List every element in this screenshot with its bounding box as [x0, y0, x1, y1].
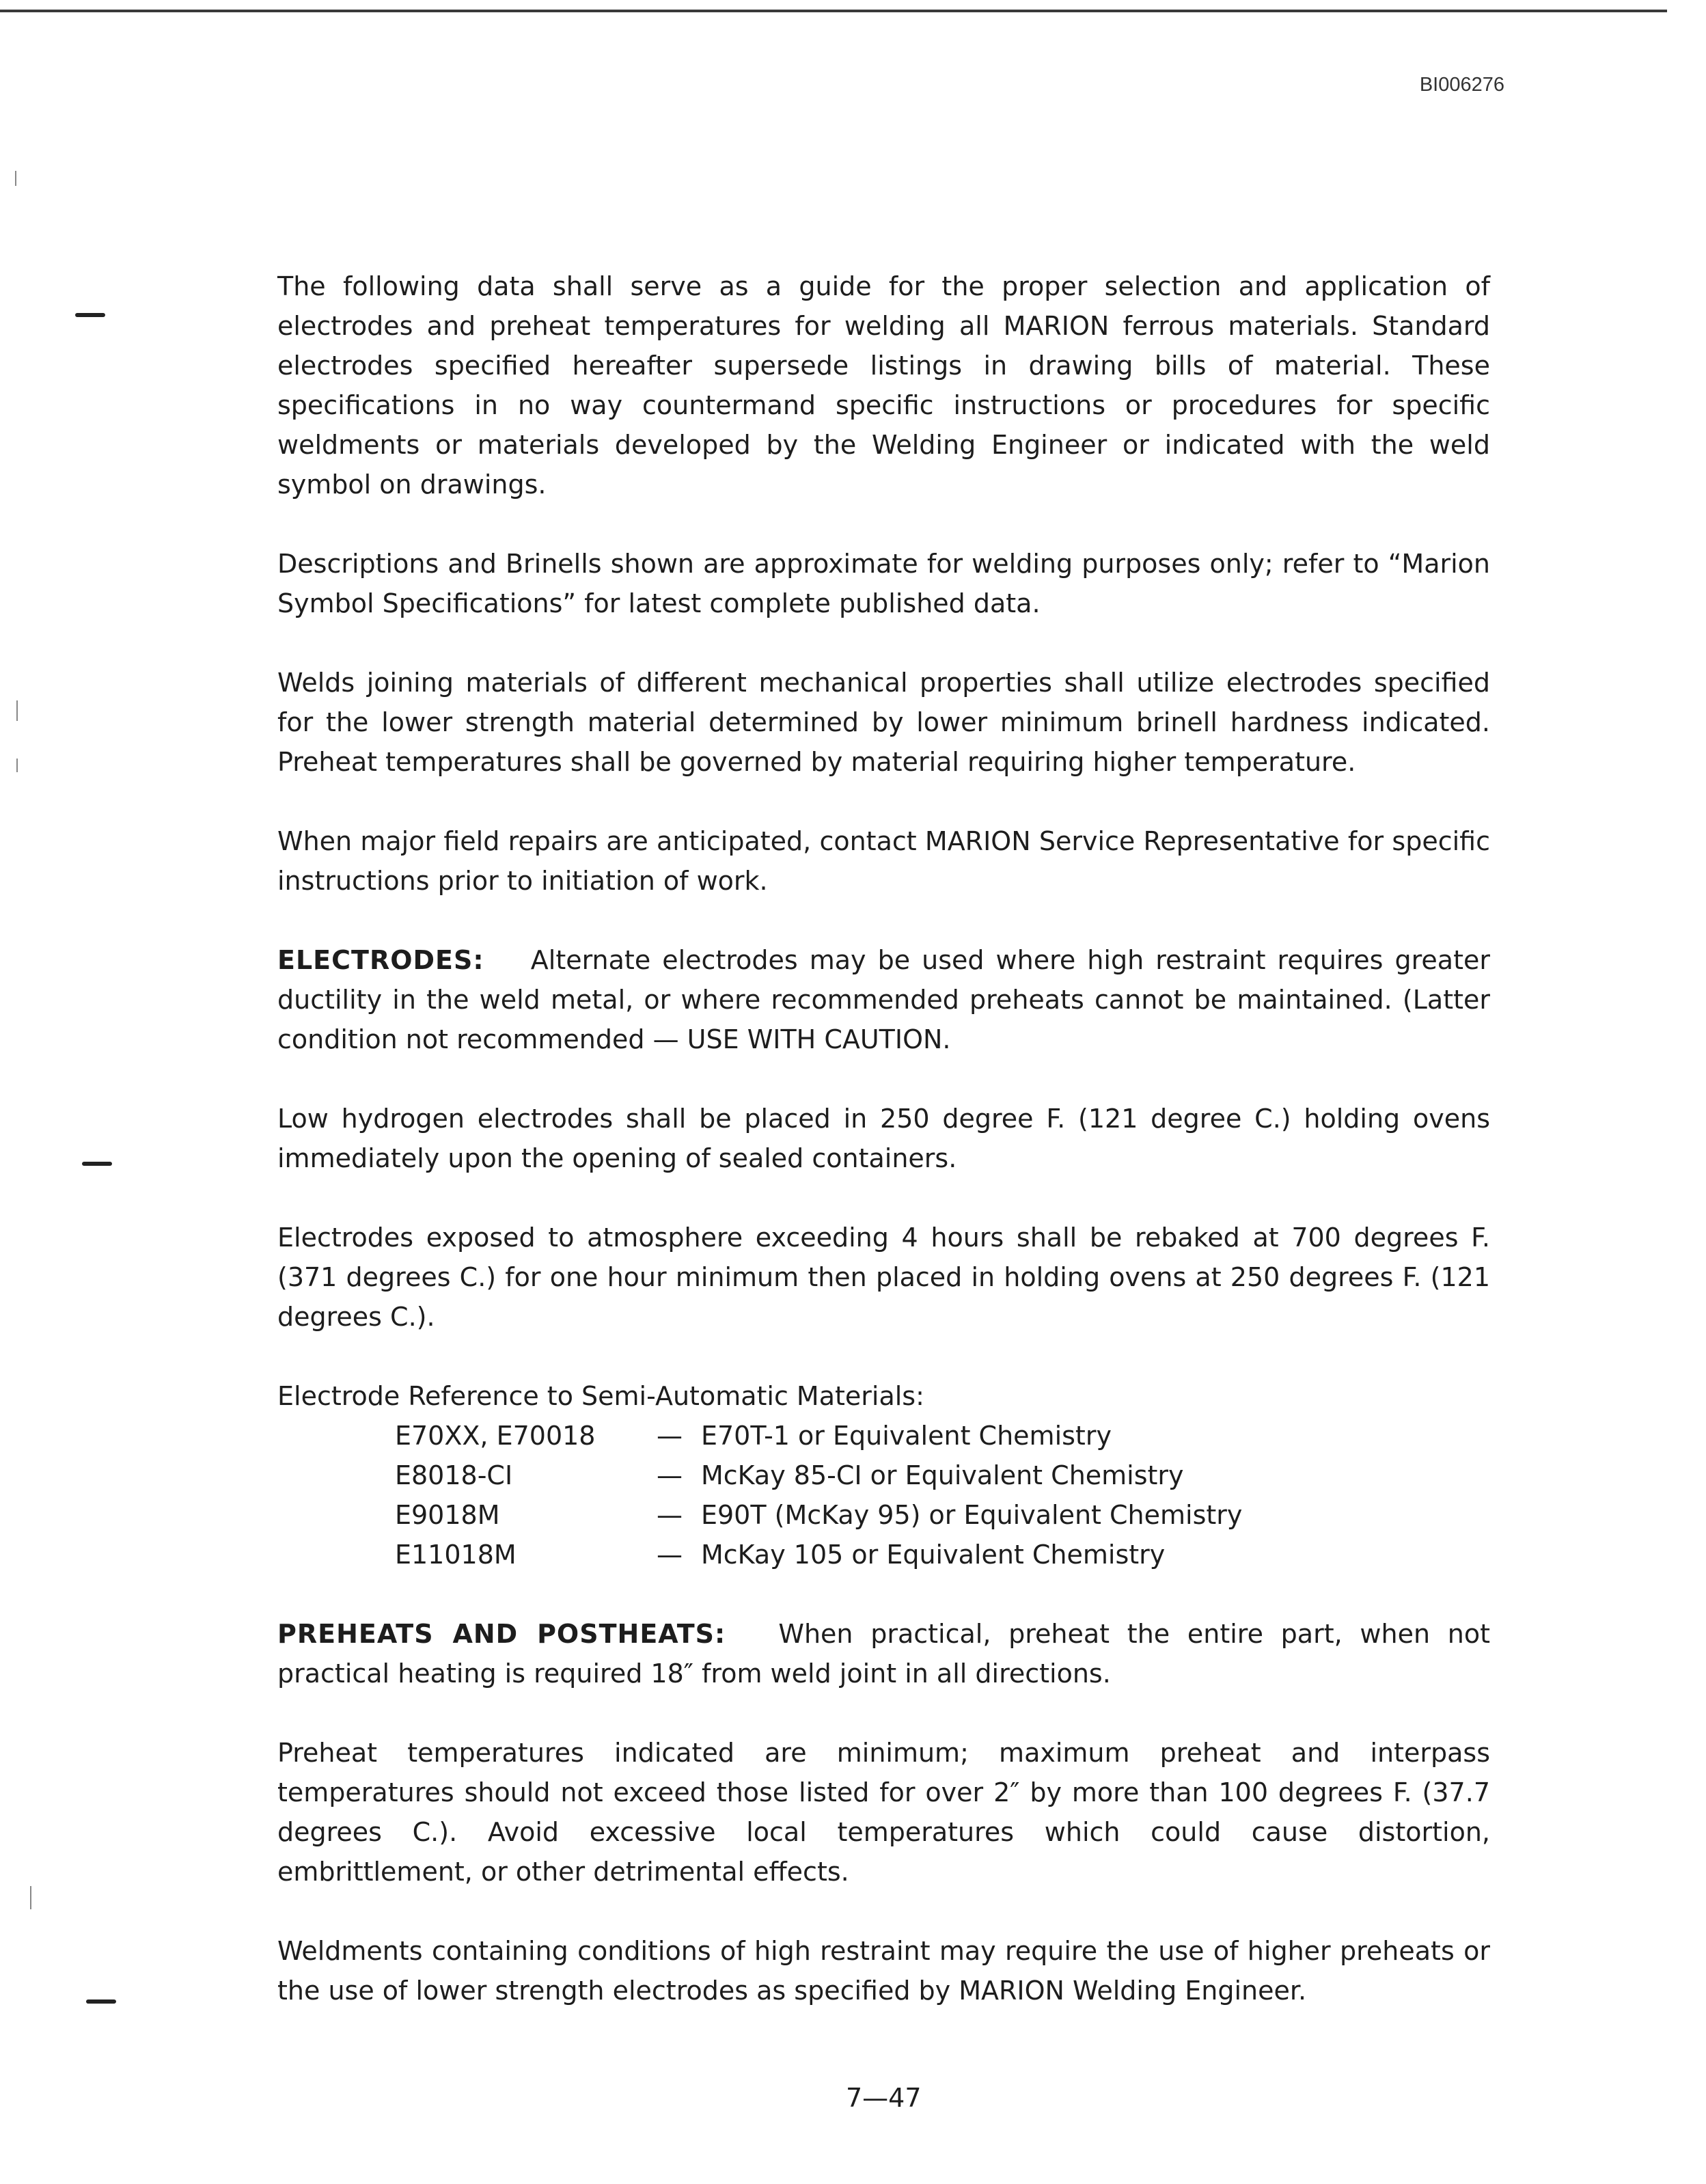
preheats-section: [277, 1614, 1490, 1693]
preheats-heading: PREHEATS AND POSTHEATS:: [277, 1619, 726, 1649]
margin-mark: [16, 759, 18, 772]
descriptions-paragraph: Descriptions and Brinells shown are approximate for welding purposes only; refer to “Marion Symbol Specifications” for latest complete published data.: [277, 549, 1490, 618]
dash-cell: —: [657, 1540, 683, 1570]
dash-cell: —: [657, 1500, 683, 1530]
welds-joining-paragraph: Welds joining materials of different mechanical properties shall utilize electrodes specified for the lower strength material determined by lower minimum brinell hardness indicated. Preheat temperatures shall be governed by material requiring higher temperature.: [277, 668, 1490, 777]
reference-title: Electrode Reference to Semi-Automatic Materials:: [277, 1381, 924, 1411]
page-number: 7—47: [846, 2083, 922, 2113]
material-cell: E70T-1 or Equivalent Chemistry: [701, 1421, 1112, 1451]
document-body: [277, 267, 1490, 2050]
weldments-paragraph: Weldments containing conditions of high restraint may require the use of higher preheats or the use of lower strength electrodes as specified by MARION Welding Engineer.: [277, 1936, 1490, 2006]
electrode-reference-table: [277, 1416, 1242, 1574]
electrodes-heading: ELECTRODES:: [277, 945, 484, 975]
low-hydrogen-paragraph: Low hydrogen electrodes shall be placed in 250 degree F. (121 degree C.) holding ovens immediately upon the opening of sealed containers.: [277, 1104, 1490, 1173]
electrodes-text: Alternate electrodes may be used where high restraint requires greater ductility in the weld metal, or where recommended preheats cannot be maintained. (Latter condition not recommended — USE WITH CAUTION.: [277, 945, 1490, 1054]
margin-mark: [30, 1886, 31, 1909]
preheat-temperatures-paragraph: Preheat temperatures indicated are minimum; maximum preheat and interpass temperatures should not exceed those listed for over 2″ by more than 100 degrees F. (37.7 degrees C.). Avoid excessive local temperatures which could cause distortion, embrittlement, or other detrimental effects.: [277, 1738, 1490, 1887]
table-row: [277, 1535, 1242, 1574]
dash-cell: —: [657, 1421, 683, 1451]
material-cell: McKay 105 or Equivalent Chemistry: [701, 1540, 1166, 1570]
document-id: BI006276: [1419, 74, 1504, 96]
intro-paragraph: The following data shall serve as a guide for the proper selection and application of electrodes and preheat temperatures for welding all MARION ferrous materials. Standard electrodes specified hereafter supersede listings in drawing bills of material. These specifications in no way countermand specific instructions or procedures for specific weldments or materials developed by the Welding Engineer or indicated with the weld symbol on drawings.: [277, 271, 1490, 500]
binder-tick: [86, 1999, 116, 2004]
margin-mark: [15, 171, 16, 186]
binder-tick: [82, 1162, 112, 1166]
table-row: [277, 1416, 1242, 1456]
electrode-cell: E8018-CI: [395, 1460, 513, 1490]
electrode-cell: E70XX, E70018: [395, 1421, 596, 1451]
material-cell: E90T (McKay 95) or Equivalent Chemistry: [701, 1500, 1243, 1530]
top-rule: [0, 10, 1667, 12]
rebake-paragraph: Electrodes exposed to atmosphere exceeding 4 hours shall be rebaked at 700 degrees F. (371 degrees C.) for one hour minimum then placed in holding ovens at 250 degrees F. (121 degrees C.).: [277, 1223, 1490, 1332]
table-row: [277, 1495, 1242, 1535]
material-cell: McKay 85-CI or Equivalent Chemistry: [701, 1460, 1184, 1490]
electrodes-section: [277, 940, 1490, 1059]
table-row: [277, 1456, 1242, 1495]
preheats-text: When practical, preheat the entire part, when not practical heating is required 18″ from weld joint in all directions.: [277, 1619, 1490, 1689]
binder-tick: [75, 313, 105, 317]
electrode-cell: E11018M: [395, 1540, 517, 1570]
electrode-cell: E9018M: [395, 1500, 500, 1530]
dash-cell: —: [657, 1460, 683, 1490]
field-repairs-paragraph: When major field repairs are anticipated, contact MARION Service Representative for specific instructions prior to initiation of work.: [277, 826, 1490, 896]
margin-mark: [16, 700, 18, 721]
